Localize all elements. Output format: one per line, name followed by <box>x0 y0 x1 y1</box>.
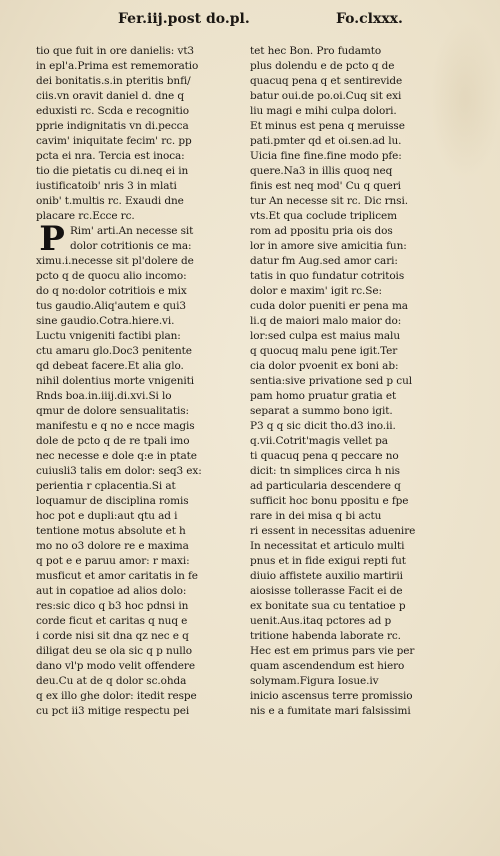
text-line: rare in dei misa q bi actu <box>250 510 382 522</box>
text-line: tet hec Bon. Pro fudamto <box>250 45 382 57</box>
text-line: q.vii.Cotrit'magis vellet pa <box>250 435 388 447</box>
text-line: dano vl'p modo velit offendere <box>36 660 195 672</box>
text-line: iustificatoib' nris 3 in mlati <box>36 180 177 192</box>
text-line: mo no o3 dolore re e maxima <box>36 540 189 552</box>
text-line: cuiusli3 talis em dolor: seq3 ex: <box>36 465 202 477</box>
text-line: diligat deu se ola sic q p nullo <box>36 645 193 657</box>
text-line: q pot e e paruu amor: r maxi: <box>36 555 190 567</box>
text-line: hoc pot e dupli:aut qtu ad i <box>36 510 178 522</box>
text-line: quere.Na3 in illis quoq neq <box>250 165 393 177</box>
text-line: In necessitat et articulo multi <box>250 540 405 552</box>
text-line: i corde nisi sit dna qz nec e q <box>36 630 189 642</box>
text-line: Et minus est pena q meruisse <box>250 120 405 132</box>
text-line: plus dolendu e de pcto q de <box>250 60 395 72</box>
text-line: cia dolor pvoenit ex boni ab: <box>250 360 399 372</box>
folio-number: Fo.clxxx. <box>336 11 403 27</box>
text-line: tio die pietatis cu di.neq ei in <box>36 165 189 177</box>
text-line: vts.Et qua coclude triplicem <box>250 210 397 222</box>
text-line: sufficit hoc bonu ppositu e fpe <box>250 495 409 507</box>
text-line: P3 q q sic dicit tho.d3 ino.ii. <box>250 420 396 432</box>
text-column-right <box>250 44 476 719</box>
text-line: quacuq pena q et sentirevide <box>250 75 403 87</box>
text-line: Hec est em primus pars vie per <box>250 645 415 657</box>
text-line: onib' t.multis rc. Exaudi dne <box>36 195 184 207</box>
text-line: dolor e maxim' igit rc.Se: <box>250 285 382 297</box>
text-line: pprie indignitatis vn di.pecca <box>36 120 189 132</box>
text-line: batur oui.de po.oi.Cuq sit exi <box>250 90 402 102</box>
text-line: tur An necesse sit rc. Dic rnsi. <box>250 195 408 207</box>
text-line: liu magi e mihi culpa dolori. <box>250 105 397 117</box>
text-line: manifestu e q no e ncce magis <box>36 420 195 432</box>
text-line: Rim' arti.An necesse sit <box>70 225 194 237</box>
text-line: nec necesse e dole q:e in ptate <box>36 450 197 462</box>
text-line: pnus et in fide exigui repti fut <box>250 555 406 567</box>
text-line: solymam.Figura Iosue.iv <box>250 675 379 687</box>
text-line: tentione motus absolute et h <box>36 525 186 537</box>
text-line: sentia:sive privatione sed p cul <box>250 375 412 387</box>
text-line: uenit.Aus.itaq pctores ad p <box>250 615 392 627</box>
text-line: Uicia fine fine.fine modo pfe: <box>250 150 402 162</box>
text-line: dolor cotritionis ce ma: <box>70 240 192 252</box>
text-line: ctu amaru glo.Doc3 penitente <box>36 345 192 357</box>
text-line: deu.Cu at de q dolor sc.ohda <box>36 675 187 687</box>
running-head-left: Fer.iij.post do.pl. <box>118 11 250 27</box>
text-line: tatis in quo fundatur cotritois <box>250 270 405 282</box>
text-line: pcto q de quocu alio incomo: <box>36 270 187 282</box>
text-line: lor in amore sive amicitia fun: <box>250 240 407 252</box>
text-line: pati.pmter qd et oi.sen.ad lu. <box>250 135 402 147</box>
text-line: tus gaudio.Aliq'autem e qui3 <box>36 300 186 312</box>
text-line: lor:sed culpa est maius malu <box>250 330 400 342</box>
text-line: sine gaudio.Cotra.hiere.vi. <box>36 315 175 327</box>
text-line: nis e a fumitate mari falsissimi <box>250 705 411 717</box>
text-line: finis est neq mod' Cu q queri <box>250 180 401 192</box>
text-line: quam ascendendum est hiero <box>250 660 405 672</box>
text-line: ri essent in necessitas aduenire <box>250 525 416 537</box>
text-line: perientia r cplacentia.Si at <box>36 480 176 492</box>
text-line: Luctu vnigeniti factibi plan: <box>36 330 181 342</box>
text-line: in epl'a.Prima est rememoratio <box>36 60 199 72</box>
text-line: ximu.i.necesse sit pl'dolere de <box>36 255 194 267</box>
text-line: nihil dolentius morte vnigeniti <box>36 375 195 387</box>
text-line: dei bonitatis.s.in pteritis bnfi/ <box>36 75 191 87</box>
text-line: datur fm Aug.sed amor cari: <box>250 255 398 267</box>
text-line: li.q de maiori malo maior do: <box>250 315 402 327</box>
text-line: Rnds boa.in.iiij.di.xvi.Si lo <box>36 390 172 402</box>
text-line: inicio ascensus terre promissio <box>250 690 413 702</box>
text-line: rom ad ppositu pria ois dos <box>250 225 393 237</box>
text-line: separat a summo bono igit. <box>250 405 393 417</box>
text-line: aut in copatioe ad alios dolo: <box>36 585 187 597</box>
text-line: ex bonitate sua cu tentatioe p <box>250 600 406 612</box>
text-line: dole de pcto q de re tpali imo <box>36 435 190 447</box>
text-line: diuio affistete auxilio martirii <box>250 570 403 582</box>
text-line: pcta ei nra. Tercia est inoca: <box>36 150 185 162</box>
text-line: loquamur de disciplina romis <box>36 495 189 507</box>
text-line: tio que fuit in ore danielis: vt3 <box>36 45 195 57</box>
text-line: cuda dolor pueniti er pena ma <box>250 300 408 312</box>
text-line: ciis.vn oravit daniel d. dne q <box>36 90 184 102</box>
text-line: ad particularia descendere q <box>250 480 401 492</box>
text-line: eduxisti rc. Scda e recognitio <box>36 105 189 117</box>
text-line: qd debeat facere.Et alia glo. <box>36 360 184 372</box>
text-line: corde ficut et caritas q nuq e <box>36 615 188 627</box>
text-line: placare rc.Ecce rc. <box>36 210 135 222</box>
text-line: tritione habenda laborate rc. <box>250 630 401 642</box>
drop-cap-initial: P <box>39 219 65 259</box>
text-line: ti quacuq pena q peccare no <box>250 450 399 462</box>
text-line: pam homo pruatur gratia et <box>250 390 397 402</box>
text-line: aiosisse tollerasse Facit ei de <box>250 585 403 597</box>
text-line: dicit: tn simplices circa h nis <box>250 465 400 477</box>
text-line: cu pct ii3 mitige respectu pei <box>36 705 190 717</box>
text-line: q ex illo ghe dolor: itedit respe <box>36 690 197 702</box>
text-line: q quocuq malu pene igit.Ter <box>250 345 398 357</box>
text-column-left <box>36 44 246 719</box>
text-line: qmur de dolore sensualitatis: <box>36 405 189 417</box>
text-line: do q no:dolor cotritiois e mix <box>36 285 187 297</box>
text-line: res:sic dico q b3 hoc pdnsi in <box>36 600 189 612</box>
text-line: cavim' iniquitate fecim' rc. pp <box>36 135 192 147</box>
text-line: musficut et amor caritatis in fe <box>36 570 198 582</box>
